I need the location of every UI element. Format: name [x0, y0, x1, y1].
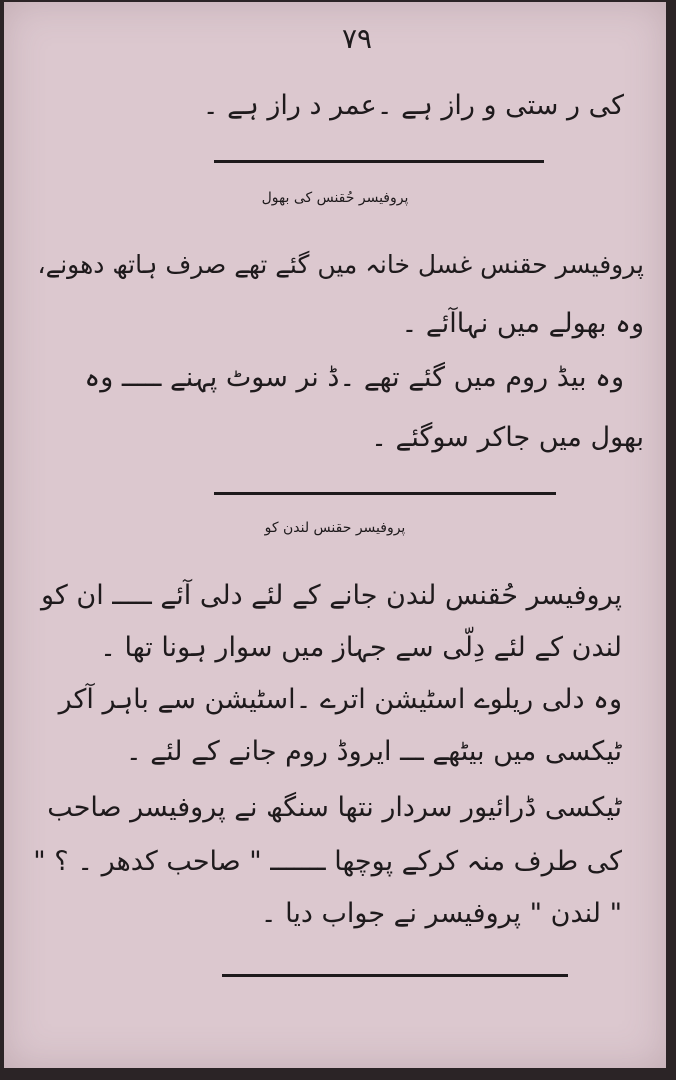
page-number: ۷۹: [342, 22, 373, 55]
intro-line: کی ر ستی و راز ہے ۔عمر د راز ہے ۔: [202, 90, 624, 121]
section-divider: [214, 160, 544, 163]
section2-line: کی طرف منہ کرکے پوچھا ـــــــ " صاحب کدھر ۔ ؟ ": [33, 846, 622, 877]
section1-line: وہ بھولے میں نہاآئے ۔: [401, 308, 644, 339]
section2-line: پروفیسر حُقنس لندن جانے کے لئے دلی آئے ـــــ ان کو: [40, 580, 622, 611]
section-divider: [222, 974, 568, 977]
section2-line: وہ دلی ریلوے اسٹیشن اترے ۔اسٹیشن سے باہر آکر: [58, 684, 622, 715]
section2-line: " لندن " پروفیسر نے جواب دیا ۔: [260, 898, 622, 929]
book-page: [4, 2, 666, 1068]
section1-line: وہ بیڈ روم میں گئے تھے ۔ڈ نر سوٹ پہنے ـــــ وہ: [84, 362, 624, 393]
section2-heading: پروفیسر حقنس لندن کو: [264, 520, 406, 536]
section2-line: ٹیکسی ڈرائیور سردار نتھا سنگھ نے پروفیسر صاحب: [47, 792, 622, 823]
section1-line: پروفیسر حقنس غسل خانہ میں گئے تھے صرف ہاتھ دھونے،: [37, 250, 644, 279]
section1-heading: پروفیسر حُقنس کی بھول: [261, 190, 409, 206]
section1-line: بھول میں جاکر سوگئے ۔: [371, 422, 644, 453]
section2-line: ٹیکسی میں بیٹھے ـــ ایروڈ روم جانے کے لئے ۔: [125, 736, 622, 767]
section-divider: [214, 492, 556, 495]
section2-line: لندن کے لئے دِلّی سے جہاز میں سوار ہونا تھا ۔: [100, 632, 622, 663]
